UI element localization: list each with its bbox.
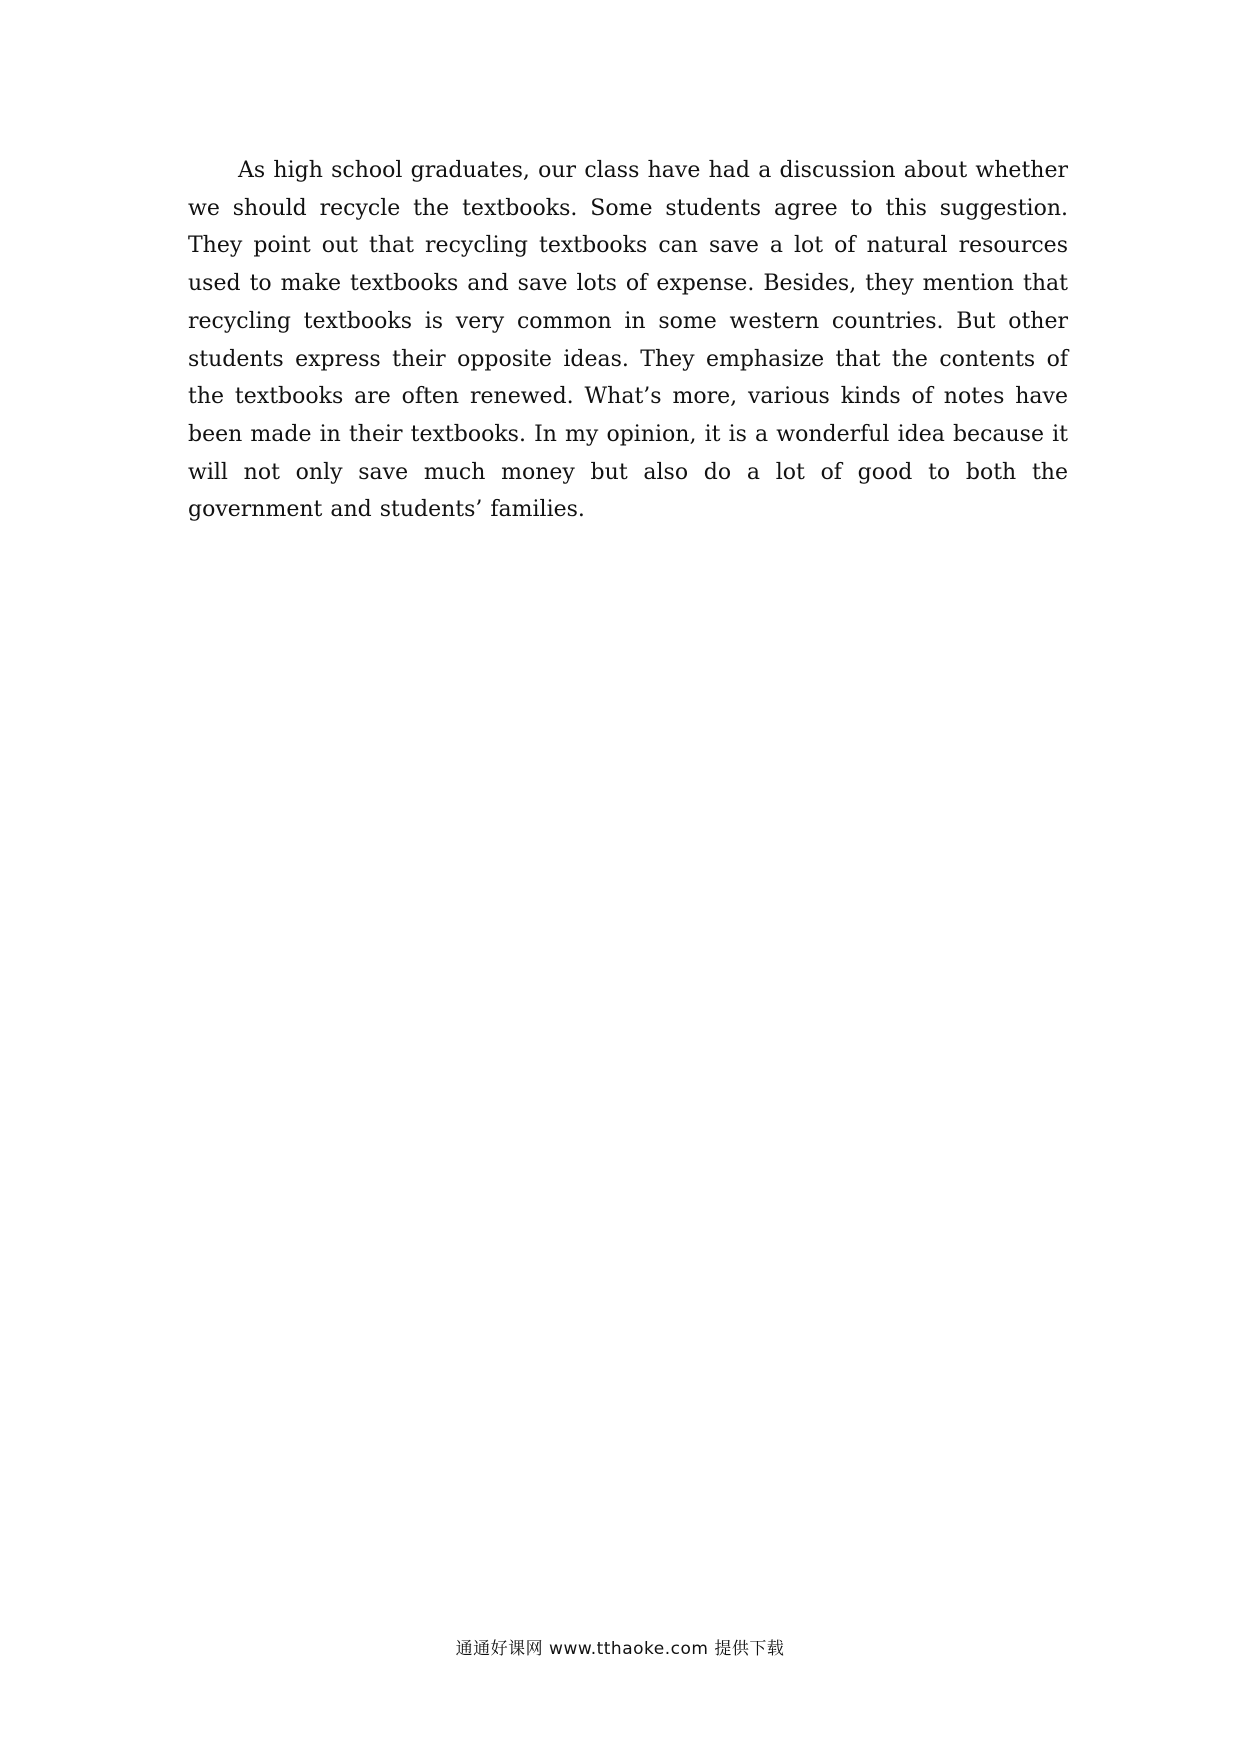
footer-source-note: 通通好课网 www.tthaoke.com 提供下载 [455,1639,785,1659]
essay-paragraph: As high school graduates, our class have had a discussion about whether we should recycle the textbooks. Some students agree to this suggestion. They point out that recycling textbooks can save a lot of natural resources used to make textbooks and save lots of expense. Besides, they mention that recycling textbooks is very common in some western countries. But other students express their opposite ideas. They emphasize that the contents of the textbooks are often renewed. What’s more, various kinds of notes have been made in their textbooks. In my opinion, it is a wonderful idea because it will not only save much money but also do a lot of good to both the government and students’ families. [188,158,1068,523]
